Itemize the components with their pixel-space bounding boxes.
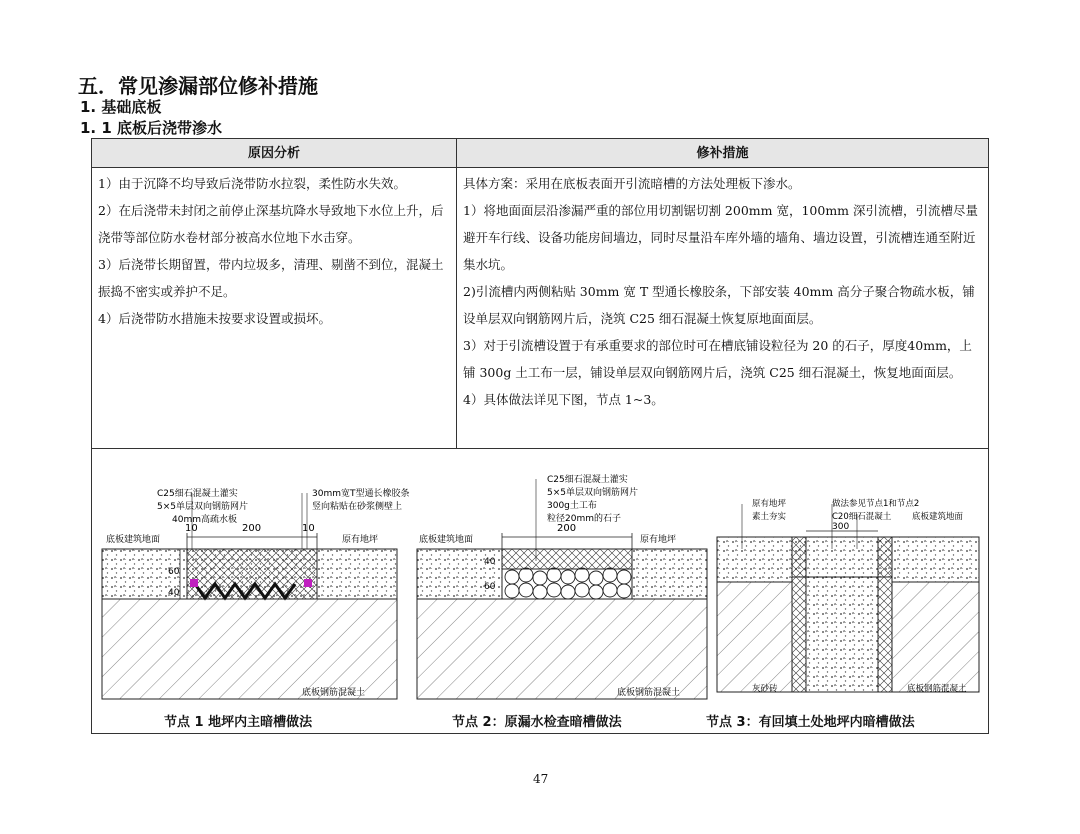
- node2-dim: 60: [484, 582, 496, 592]
- measure-item: 4）具体做法详见下图，节点 1~3。: [463, 392, 664, 407]
- node2-label: 5×5单层双向钢筋网片: [547, 488, 638, 498]
- measure-item: 具体方案：采用在底板表面开引流暗槽的方法处理板下渗水。: [463, 176, 801, 191]
- node2-label: 底板钢筋混凝土: [617, 688, 681, 698]
- node3-label: 底板建筑地面: [912, 512, 964, 522]
- node2-label: C25细石混凝土灌实: [547, 475, 628, 485]
- node2-dim: 40: [484, 557, 496, 567]
- cause-item: 4）后浇带防水措施未按要求设置或损坏。: [98, 311, 331, 326]
- measures-cell: [457, 168, 988, 448]
- page-heading: 五．常见渗漏部位修补措施: [78, 74, 318, 98]
- repair-table: [91, 138, 989, 734]
- node1-caption: 节点 1 地坪内主暗槽做法: [164, 715, 313, 730]
- node1-label: 30mm宽T型通长橡胶条: [312, 489, 410, 499]
- node3-label: 灰砂砖: [752, 684, 778, 694]
- node2-label: 原有地坪: [640, 535, 677, 545]
- measure-item: 1）将地面面层沿渗漏严重的部位用切割锯切割 200mm 宽，100mm 深引流槽，引流槽尽量避开车行线、设备功能房间墙边，同时尽量沿车库外墙的墙角、墙边设置，引流槽连通至附近集水坑。: [463, 203, 979, 272]
- node1-label: 底板建筑地面: [106, 535, 161, 545]
- node1-dim: 60: [168, 567, 180, 577]
- node1-dim: 40: [168, 588, 180, 598]
- node1-label: 原有地坪: [342, 535, 379, 545]
- node3-label: 底板钢筋混凝土: [907, 684, 967, 694]
- cause-item: 3）后浇带长期留置，带内垃圾多，清理、剔凿不到位，混凝土振捣不密实或养护不足。: [98, 257, 444, 299]
- causes-cell: [92, 168, 457, 448]
- node1-label: 底板钢筋混凝土: [302, 688, 366, 698]
- node1-dim: 10: [302, 523, 315, 534]
- detail-drawings: [92, 449, 988, 709]
- measure-item: 3）对于引流槽设置于有承重要求的部位时可在槽底铺设粒径为 20 的石子，厚度40mm，上铺 300g 土工布一层，铺设单层双向钢筋网片后，浇筑 C25 细石混凝土，恢复地面面层。: [463, 338, 972, 380]
- subsection-title: 1. 1 底板后浇带渗水: [80, 119, 223, 137]
- node2-dim: 200: [557, 523, 577, 534]
- node3-label: C20细石混凝土: [832, 512, 892, 522]
- node1-drawing: [102, 487, 409, 699]
- node3-dim: 300: [832, 522, 850, 532]
- page-number: 47: [533, 772, 549, 786]
- node3-drawing: [717, 498, 979, 694]
- node3-label: 素土夯实: [752, 512, 787, 522]
- node3-caption: 节点 3：有回填土处地坪内暗槽做法: [706, 715, 915, 730]
- cause-item: 2）在后浇带未封闭之前停止深基坑降水导致地下水位上升，后浇带等部位防水卷材部分被高水位地下水击穿。: [98, 203, 444, 245]
- node3-label: 做法参见节点1和节点2: [832, 499, 920, 509]
- col-header-measures: 修补措施: [457, 139, 988, 168]
- node2-label: 300g土工布: [547, 501, 597, 511]
- measure-item: 2)引流槽内两侧粘贴 30mm 宽 T 型通长橡胶条，下部安装 40mm 高分子聚合物疏水板，铺设单层双向钢筋网片后，浇筑 C25 细石混凝土恢复原地面面层。: [463, 284, 975, 326]
- col-header-causes: 原因分析: [92, 139, 457, 168]
- node1-dim: 200: [242, 523, 262, 534]
- node1-label: 5×5单层双向钢筋网片: [157, 502, 248, 512]
- node1-label: 40mm高疏水板: [172, 515, 237, 525]
- node2-label: 粒径20mm的石子: [547, 514, 621, 524]
- section-title: 1. 基础底板: [80, 98, 162, 116]
- node3-label: 原有地坪: [752, 499, 787, 509]
- node2-drawing: [417, 473, 707, 699]
- node2-caption: 节点 2：原漏水检查暗槽做法: [452, 715, 622, 730]
- node1-label: 竖向粘贴在砂浆侧壁上: [312, 502, 403, 512]
- figures-row: [92, 449, 988, 733]
- node2-label: 底板建筑地面: [419, 535, 474, 545]
- node1-label: C25细石混凝土灌实: [157, 489, 238, 499]
- cause-item: 1）由于沉降不均导致后浇带防水拉裂，柔性防水失效。: [98, 176, 406, 191]
- node1-dim: 10: [185, 523, 198, 534]
